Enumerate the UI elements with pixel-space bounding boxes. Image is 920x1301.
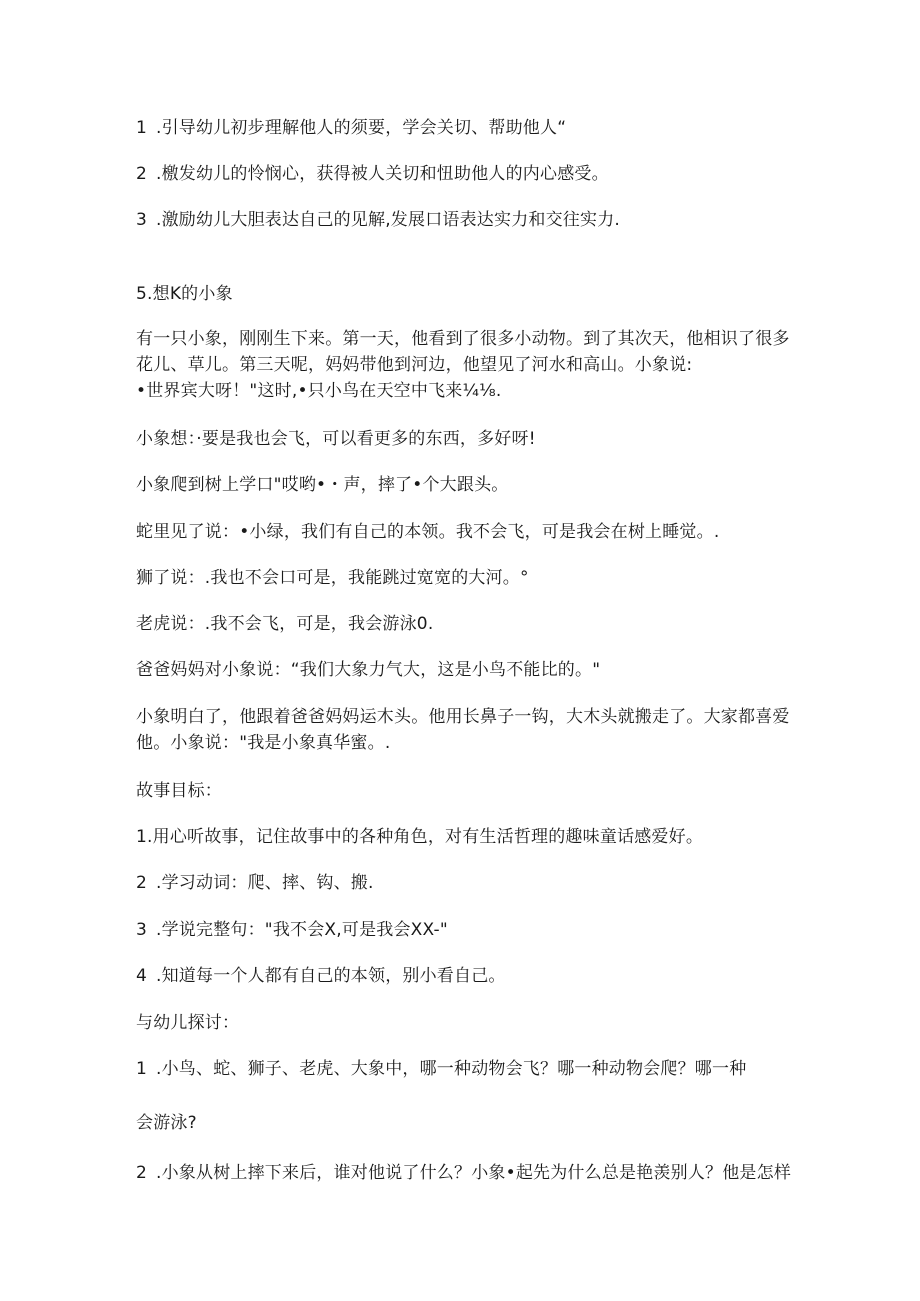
- story-goal-line-1: 1.用心听故事，记住故事中的各种角色，对有生活哲理的趣味童话感爱好。: [136, 827, 704, 847]
- story-paragraph-line: 蛇里见了说：•小绿，我们有自己的本领。我不会飞，可是我会在树上睡觉。.: [136, 522, 720, 542]
- story-title: 5.想K的小象: [136, 284, 233, 304]
- story-paragraph-line: 老虎说：.我不会飞，可是，我会游泳0.: [136, 614, 434, 634]
- story-goal-line-3: 3 .学说完整句："我不会X,可是我会XX-": [136, 920, 448, 940]
- story-paragraph-line: 花儿、草儿。第三天呢，妈妈带他到河边，他望见了河水和高山。小象说:: [136, 355, 693, 375]
- story-paragraph-line: 狮了说：.我也不会口可是，我能跳过宽宽的大河。°: [136, 568, 529, 588]
- discussion-line-1-cont: 会游泳?: [136, 1113, 197, 1133]
- story-paragraph-line: 爸爸妈妈对小象说：“我们大象力气大，这是小鸟不能比的。": [136, 660, 601, 680]
- story-paragraph-line: 小象爬到树上学口"哎哟•・声，摔了•个大跟头。: [136, 475, 509, 495]
- story-paragraph-line: 小象想：·要是我也会飞，可以看更多的东西，多好呀!: [136, 429, 536, 449]
- story-goal-line-4: 4 .知道每一个人都有自己的本领，别小看自己。: [136, 966, 506, 986]
- story-goals-heading: 故事目标：: [136, 781, 222, 801]
- goal-line-2: 2 .檄发幼儿的怜悯心，获得被人关切和忸助他人的内心感受。: [136, 164, 609, 184]
- story-paragraph-line: 小象明白了，他跟着爸爸妈妈运木头。他用长鼻子一钩，大木头就搬走了。大家都喜爱: [136, 707, 790, 727]
- discussion-heading: 与幼儿探讨：: [136, 1013, 240, 1033]
- story-paragraph-line: •世界宾大呀！"这时,•只小鸟在天空中飞来¼⅛.: [136, 381, 502, 401]
- goal-line-3: 3 .激励幼儿大胆表达自己的见解,发展口语表达实力和交往实力.: [136, 210, 621, 230]
- story-goal-line-2: 2 .学习动词：爬、摔、钩、搬.: [136, 873, 374, 893]
- story-paragraph-line: 他。小象说："我是小象真华蜜。.: [136, 733, 391, 753]
- story-paragraph-line: 有一只小象，刚刚生下来。第一天，他看到了很多小动物。到了其次天，他相识了很多: [136, 329, 790, 349]
- goal-line-1: 1 .引导幼儿初步理解他人的须要，学会关切、帮助他人“: [136, 118, 567, 138]
- discussion-line-2: 2 .小象从树上摔下来后，谁对他说了什么？小象•起先为什么总是艳羡别人？他是怎样: [136, 1163, 792, 1183]
- discussion-line-1: 1 .小鸟、蛇、狮子、老虎、大象中，哪一种动物会飞？哪一种动物会爬？哪一种: [136, 1059, 747, 1079]
